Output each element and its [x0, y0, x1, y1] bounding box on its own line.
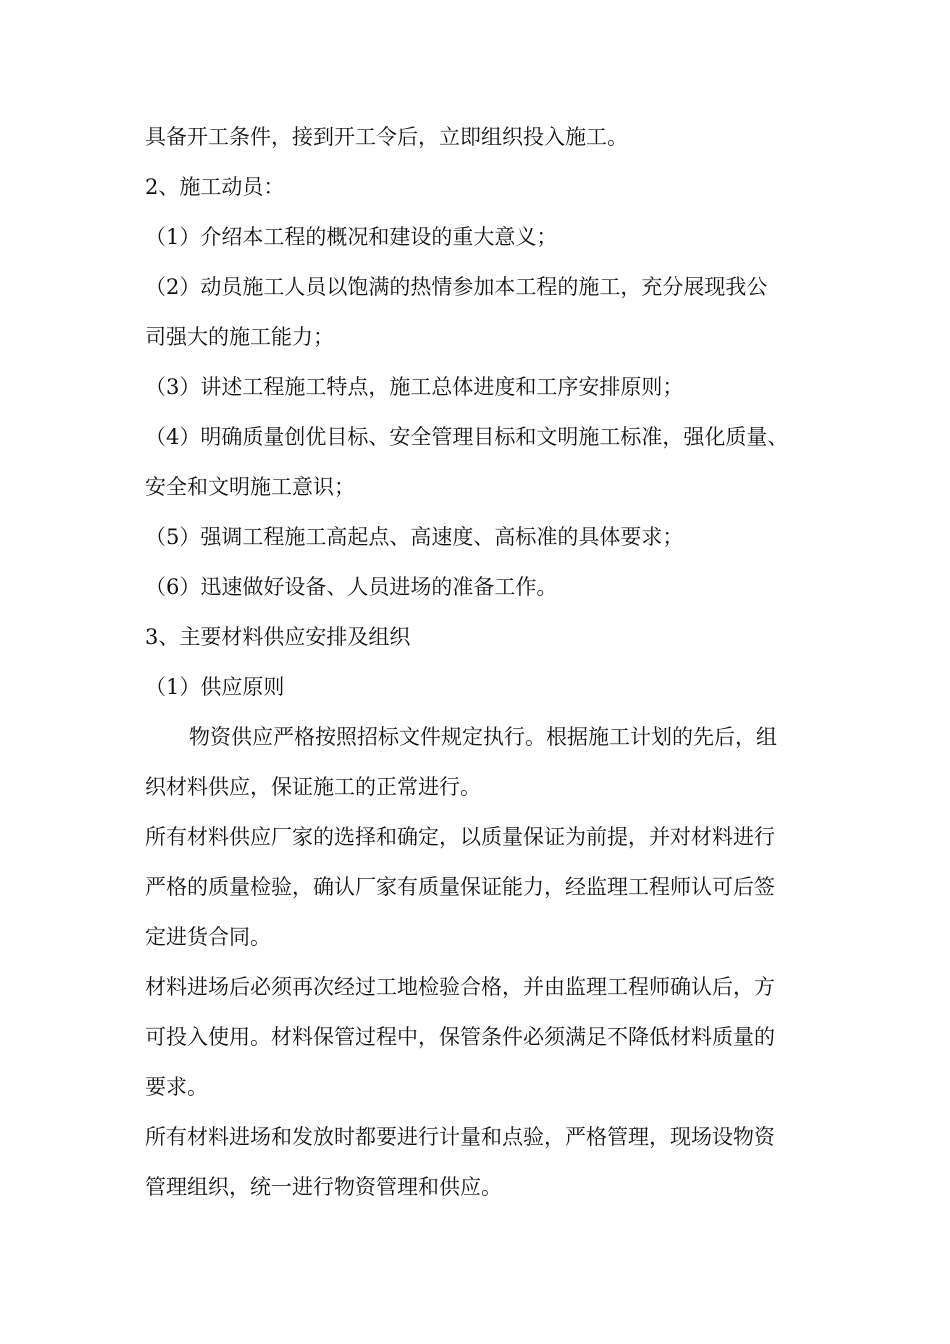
paragraph-1-line-2: 织材料供应，保证施工的正常进行。 — [145, 775, 481, 799]
paragraph-2-line-3: 定进货合同。 — [145, 925, 271, 949]
paragraph-3-line-3: 要求。 — [145, 1075, 208, 1099]
section-heading-3: 3、主要材料供应安排及组织 — [145, 625, 411, 649]
list-item-1: （1）介绍本工程的概况和建设的重大意义； — [145, 225, 558, 249]
text-line-1: 具备开工条件，接到开工令后，立即组织投入施工。 — [145, 125, 628, 149]
paragraph-4-line-1: 所有材料进场和发放时都要进行计量和点验，严格管理，现场设物资 — [145, 1125, 775, 1149]
paragraph-1-line-1: 物资供应严格按照招标文件规定执行。根据施工计划的先后，组 — [189, 725, 777, 749]
subsection-heading-1: （1）供应原则 — [145, 675, 285, 699]
list-item-6: （6）迅速做好设备、人员进场的准备工作。 — [145, 575, 558, 599]
list-item-4-cont: 安全和文明施工意识； — [145, 475, 355, 499]
paragraph-3-line-2: 可投入使用。材料保管过程中，保管条件必须满足不降低材料质量的 — [145, 1025, 775, 1049]
list-item-3: （3）讲述工程施工特点，施工总体进度和工序安排原则； — [145, 375, 684, 399]
paragraph-2-line-2: 严格的质量检验，确认厂家有质量保证能力，经监理工程师认可后签 — [145, 875, 775, 899]
paragraph-4-line-2: 管理组织，统一进行物资管理和供应。 — [145, 1175, 502, 1199]
list-item-2: （2）动员施工人员以饱满的热情参加本工程的施工，充分展现我公 — [145, 275, 768, 299]
section-heading-2: 2、施工动员： — [145, 175, 285, 199]
paragraph-3-line-1: 材料进场后必须再次经过工地检验合格，并由监理工程师确认后，方 — [145, 975, 775, 999]
list-item-4: （4）明确质量创优目标、安全管理目标和文明施工标准，强化质量、 — [145, 425, 789, 449]
list-item-2-cont: 司强大的施工能力； — [145, 325, 334, 349]
list-item-5: （5）强调工程施工高起点、高速度、高标准的具体要求； — [145, 525, 684, 549]
document-page — [145, 112, 815, 1212]
paragraph-2-line-1: 所有材料供应厂家的选择和确定，以质量保证为前提，并对材料进行 — [145, 825, 775, 849]
